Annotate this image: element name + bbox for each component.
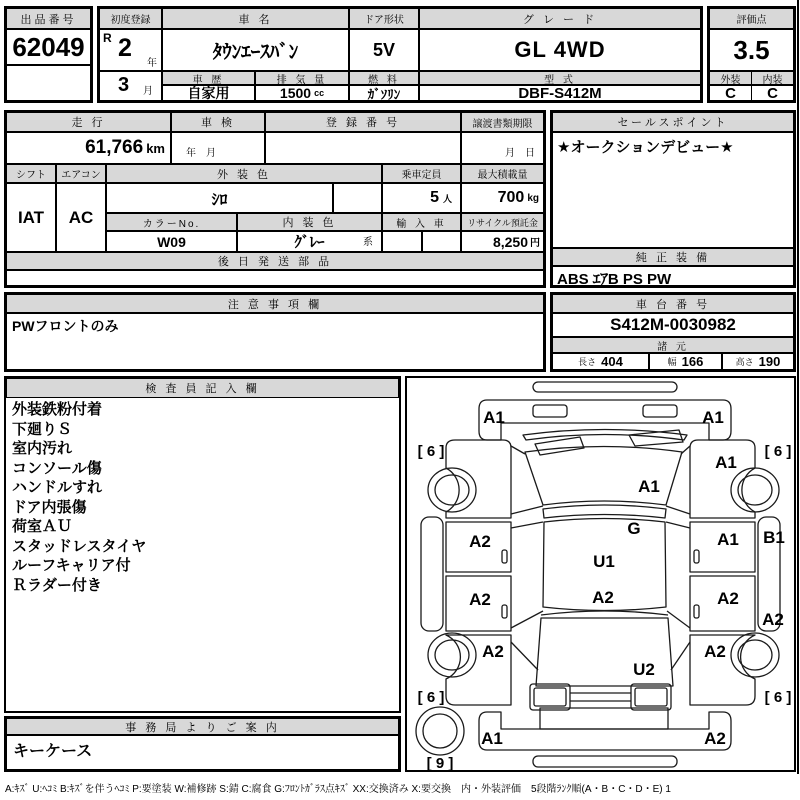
color-no-value: W09 (106, 231, 237, 252)
auction-number-label: 出品番号 (6, 8, 91, 29)
exterior-color-label: 外 装 色 (106, 164, 382, 183)
right-front-door-handle (694, 550, 699, 563)
mileage-value (6, 132, 171, 164)
damage-labels-group (418, 408, 792, 770)
fold-line (511, 506, 543, 514)
door-shape-label: ドア形状 (349, 8, 419, 29)
damage-code-label: A1 (715, 453, 737, 472)
sales-point-box (550, 110, 796, 288)
damage-code-label: A2 (469, 532, 491, 551)
left-rear-door-handle (502, 605, 507, 618)
aircon-label: エアコン (56, 164, 106, 183)
exterior-color-value: ｼﾛ (106, 183, 333, 213)
damage-code-label: A2 (762, 610, 784, 629)
displacement-value (255, 85, 349, 101)
rear-bumper-strip (533, 756, 677, 767)
wiper-right (629, 430, 683, 446)
damage-code-label: [ 6 ] (417, 689, 445, 706)
right-rear-door-handle (694, 605, 699, 618)
inspector-line: ルーフキャリア付 (12, 557, 131, 574)
auction-number-value: 62049 (6, 29, 91, 65)
registration-number-label: 登 録 番 号 (265, 112, 461, 132)
height-cell (722, 353, 794, 370)
equipment-value: ABS ｴｱB PS PW (552, 266, 794, 286)
rear-bumper (479, 712, 731, 750)
interior-color-label: 内 装 色 (237, 213, 382, 231)
exterior-grade-value: C (709, 85, 752, 101)
recycle-unit: 円 (530, 238, 540, 249)
inspector-line: ハンドルすれ (12, 479, 103, 496)
score-value: 3.5 (709, 29, 794, 71)
capacity-label: 乗車定員 (382, 164, 461, 183)
width-label: 幅 (667, 357, 677, 367)
inspector-line: 外装鉄粉付着 (12, 401, 103, 418)
fuel-value: ｶﾞｿﾘﾝ (349, 85, 419, 101)
front-right-wheel-rim (738, 475, 772, 505)
damage-code-label: A2 (704, 729, 726, 748)
damage-code-label: [ 6 ] (764, 689, 792, 706)
damage-code-label: A1 (702, 408, 724, 427)
auction-number-empty-cell (6, 65, 91, 101)
aircon-value: AC (56, 183, 106, 252)
mileage-unit: km (146, 140, 165, 156)
shift-value: IAT (6, 183, 56, 252)
vehicle-header-box (97, 6, 703, 103)
import-label: 輸 入 車 (382, 213, 461, 231)
fold-line (681, 446, 690, 454)
front-bumper-strip (533, 382, 677, 392)
inspector-line: 室内汚れ (12, 440, 73, 457)
exterior-grade-label: 外装 (709, 71, 752, 85)
mileage-number: 61,766 (85, 137, 144, 158)
first-registration-year-cell (99, 29, 162, 71)
registration-number-cell (265, 132, 461, 164)
import-cell-1 (382, 231, 422, 252)
inspector-line: コンソール傷 (12, 459, 102, 477)
color-no-label: カラーNo. (106, 213, 237, 231)
width-cell (649, 353, 722, 370)
interior-grade-value: C (751, 85, 794, 101)
transfer-hint: 月 日 (505, 148, 535, 159)
mileage-label: 走 行 (6, 112, 171, 132)
interior-color-suffix: 系 (363, 237, 373, 248)
vehicle-info-box (4, 110, 546, 288)
recycle-deposit-value (461, 231, 544, 252)
headlight-right (643, 405, 677, 417)
max-load-label: 最大積載量 (461, 164, 544, 183)
history-label: 車 歴 (162, 71, 255, 85)
damage-code-label: A1 (483, 408, 505, 427)
exterior-color-empty-cell (333, 183, 382, 213)
score-label: 評価点 (709, 8, 794, 29)
width-value: 166 (681, 354, 704, 369)
inspector-lines (6, 398, 399, 711)
damage-code-label: [ 9 ] (426, 755, 454, 770)
displacement-unit: cc (314, 88, 325, 98)
damage-code-label: A2 (704, 642, 726, 661)
inspector-line: スタッドレスタイヤ (12, 537, 147, 555)
notes-box (4, 292, 546, 372)
damage-code-label: A2 (717, 589, 739, 608)
max-load-unit: kg (527, 192, 539, 204)
damage-diagram-box (405, 376, 796, 772)
auction-number-box (4, 6, 93, 103)
specs-label: 諸 元 (552, 337, 794, 353)
chassis-box (550, 292, 796, 372)
interior-grade-label: 内装 (751, 71, 794, 85)
history-value: 自家用 (162, 85, 255, 101)
first-registration-label: 初度登録 (99, 8, 162, 29)
taillight-left-inner (534, 688, 566, 706)
import-cell-2 (422, 231, 461, 252)
rear-gate-lower (540, 708, 668, 729)
office-notice-text: キーケース (6, 735, 399, 770)
transfer-docs-label: 譲渡書類期限 (461, 112, 544, 132)
displacement-number: 1500 (279, 85, 312, 101)
max-load-value (461, 183, 544, 213)
front-left-wheel-rim (435, 475, 469, 505)
inspection-value-cell (171, 132, 265, 164)
interior-color-name: ｸﾞﾚｰ (294, 234, 325, 251)
spare-tire-rim (423, 714, 457, 748)
inspector-line: Ｒラダー付き (12, 576, 102, 594)
shift-label: シフト (6, 164, 56, 183)
inspector-label: 検 査 員 記 入 欄 (6, 378, 399, 398)
damage-code-label: A1 (717, 530, 739, 549)
inspector-line: 下廻りＳ (12, 420, 73, 438)
inspection-label: 車 検 (171, 112, 265, 132)
length-label: 長さ (578, 357, 597, 367)
height-value: 190 (758, 354, 781, 369)
sales-point-text: ★オークションデビュー★ (552, 132, 794, 248)
office-notice-label: 事 務 局 よ り ご 案 内 (6, 718, 399, 735)
door-shape-value: 5V (349, 29, 419, 71)
inspector-box (4, 376, 401, 713)
displacement-label: 排 気 量 (255, 71, 349, 85)
chassis-number-label: 車 台 番 号 (552, 294, 794, 313)
grade-label: グ レ ー ド (419, 8, 701, 29)
car-name-value: ﾀｳﾝｴｰｽﾊﾞﾝ (162, 29, 349, 71)
fuel-label: 燃 料 (349, 71, 419, 85)
car-top-view-diagram (407, 378, 794, 770)
fold-line (511, 446, 525, 454)
damage-code-label: U2 (633, 660, 655, 679)
interior-color-value (237, 231, 382, 252)
equipment-label: 純 正 装 備 (552, 248, 794, 266)
damage-code-label: G (627, 519, 641, 538)
rear-window-line (541, 611, 668, 615)
capacity-value (382, 183, 461, 213)
fold-line (511, 522, 543, 528)
score-box (707, 6, 796, 103)
grade-value: GL 4WD (419, 29, 701, 71)
capacity-unit: 人 (442, 193, 452, 204)
model-code-label: 型 式 (419, 71, 701, 85)
height-label: 高さ (735, 357, 754, 367)
damage-code-label: [ 6 ] (764, 443, 792, 460)
office-notice-box (4, 716, 401, 772)
fold-line (667, 611, 690, 628)
fold-line (666, 522, 690, 528)
chassis-number-value: S412M-0030982 (552, 313, 794, 337)
recycle-deposit-label: リサイクル預託金 (461, 213, 544, 231)
transfer-docs-cell (461, 132, 544, 164)
recycle-number: 8,250 (492, 233, 528, 250)
first-registration-month-cell (99, 71, 162, 101)
car-name-label: 車 名 (162, 8, 349, 29)
reg-month: 3 (118, 74, 130, 96)
front-left-fender (446, 440, 511, 518)
headlight-left (533, 405, 567, 417)
month-unit: 月 (143, 86, 153, 97)
sales-point-label: セールスポイント (552, 112, 794, 132)
damage-code-label: A1 (638, 477, 660, 496)
damage-code-label: A2 (482, 642, 504, 661)
inspection-hint: 年 月 (186, 148, 216, 159)
damage-code-label: B1 (763, 528, 785, 547)
scan-edge-line (797, 0, 799, 774)
rear-right-wheel-rim (738, 640, 772, 670)
later-parts-label: 後 日 発 送 部 品 (6, 252, 544, 270)
length-value: 404 (601, 354, 623, 369)
damage-code-legend: A:ｷｽﾞ U:ﾍｺﾐ B:ｷｽﾞを伴うﾍｺﾐ P:要塗装 W:補修跡 S:錆 C:腐食 G:ﾌﾛﾝﾄｶﾞﾗｽ点ｷｽﾞ XX:交換済み X:要交換 内・外装評価 5段階ﾗﾝｸ順(A・B・C・D・E) 1 (5, 784, 671, 795)
fold-line (511, 611, 543, 628)
damage-code-label: [ 6 ] (417, 443, 445, 460)
notes-label: 注 意 事 項 欄 (6, 294, 544, 313)
fold-line (671, 642, 690, 670)
inspector-line: 荷室ＡＵ (12, 518, 73, 535)
era-letter: R (103, 31, 112, 45)
fold-line (511, 642, 538, 670)
length-cell (552, 353, 649, 370)
taillight-right-inner (635, 688, 667, 706)
rear-left-wheel-rim (435, 640, 469, 670)
damage-code-label: A2 (469, 590, 491, 609)
notes-text: PWフロントのみ (6, 313, 544, 370)
model-code-value: DBF-S412M (419, 85, 701, 101)
wiper-left (535, 437, 584, 455)
inspector-line: ドア内張傷 (12, 498, 87, 516)
damage-code-label: A2 (592, 588, 614, 607)
front-right-fender (690, 440, 755, 518)
max-load-number: 700 (497, 189, 525, 206)
left-front-door-handle (502, 550, 507, 563)
windshield-lower-band (543, 505, 666, 518)
windshield (525, 447, 682, 506)
later-parts-value (6, 270, 544, 286)
reg-year: 2 (118, 34, 132, 62)
fold-line (666, 506, 690, 514)
year-unit: 年 (147, 58, 157, 69)
damage-code-label: U1 (593, 552, 615, 571)
left-rocker-panel (421, 517, 443, 631)
capacity-number: 5 (430, 189, 439, 206)
damage-code-label: A1 (481, 729, 503, 748)
